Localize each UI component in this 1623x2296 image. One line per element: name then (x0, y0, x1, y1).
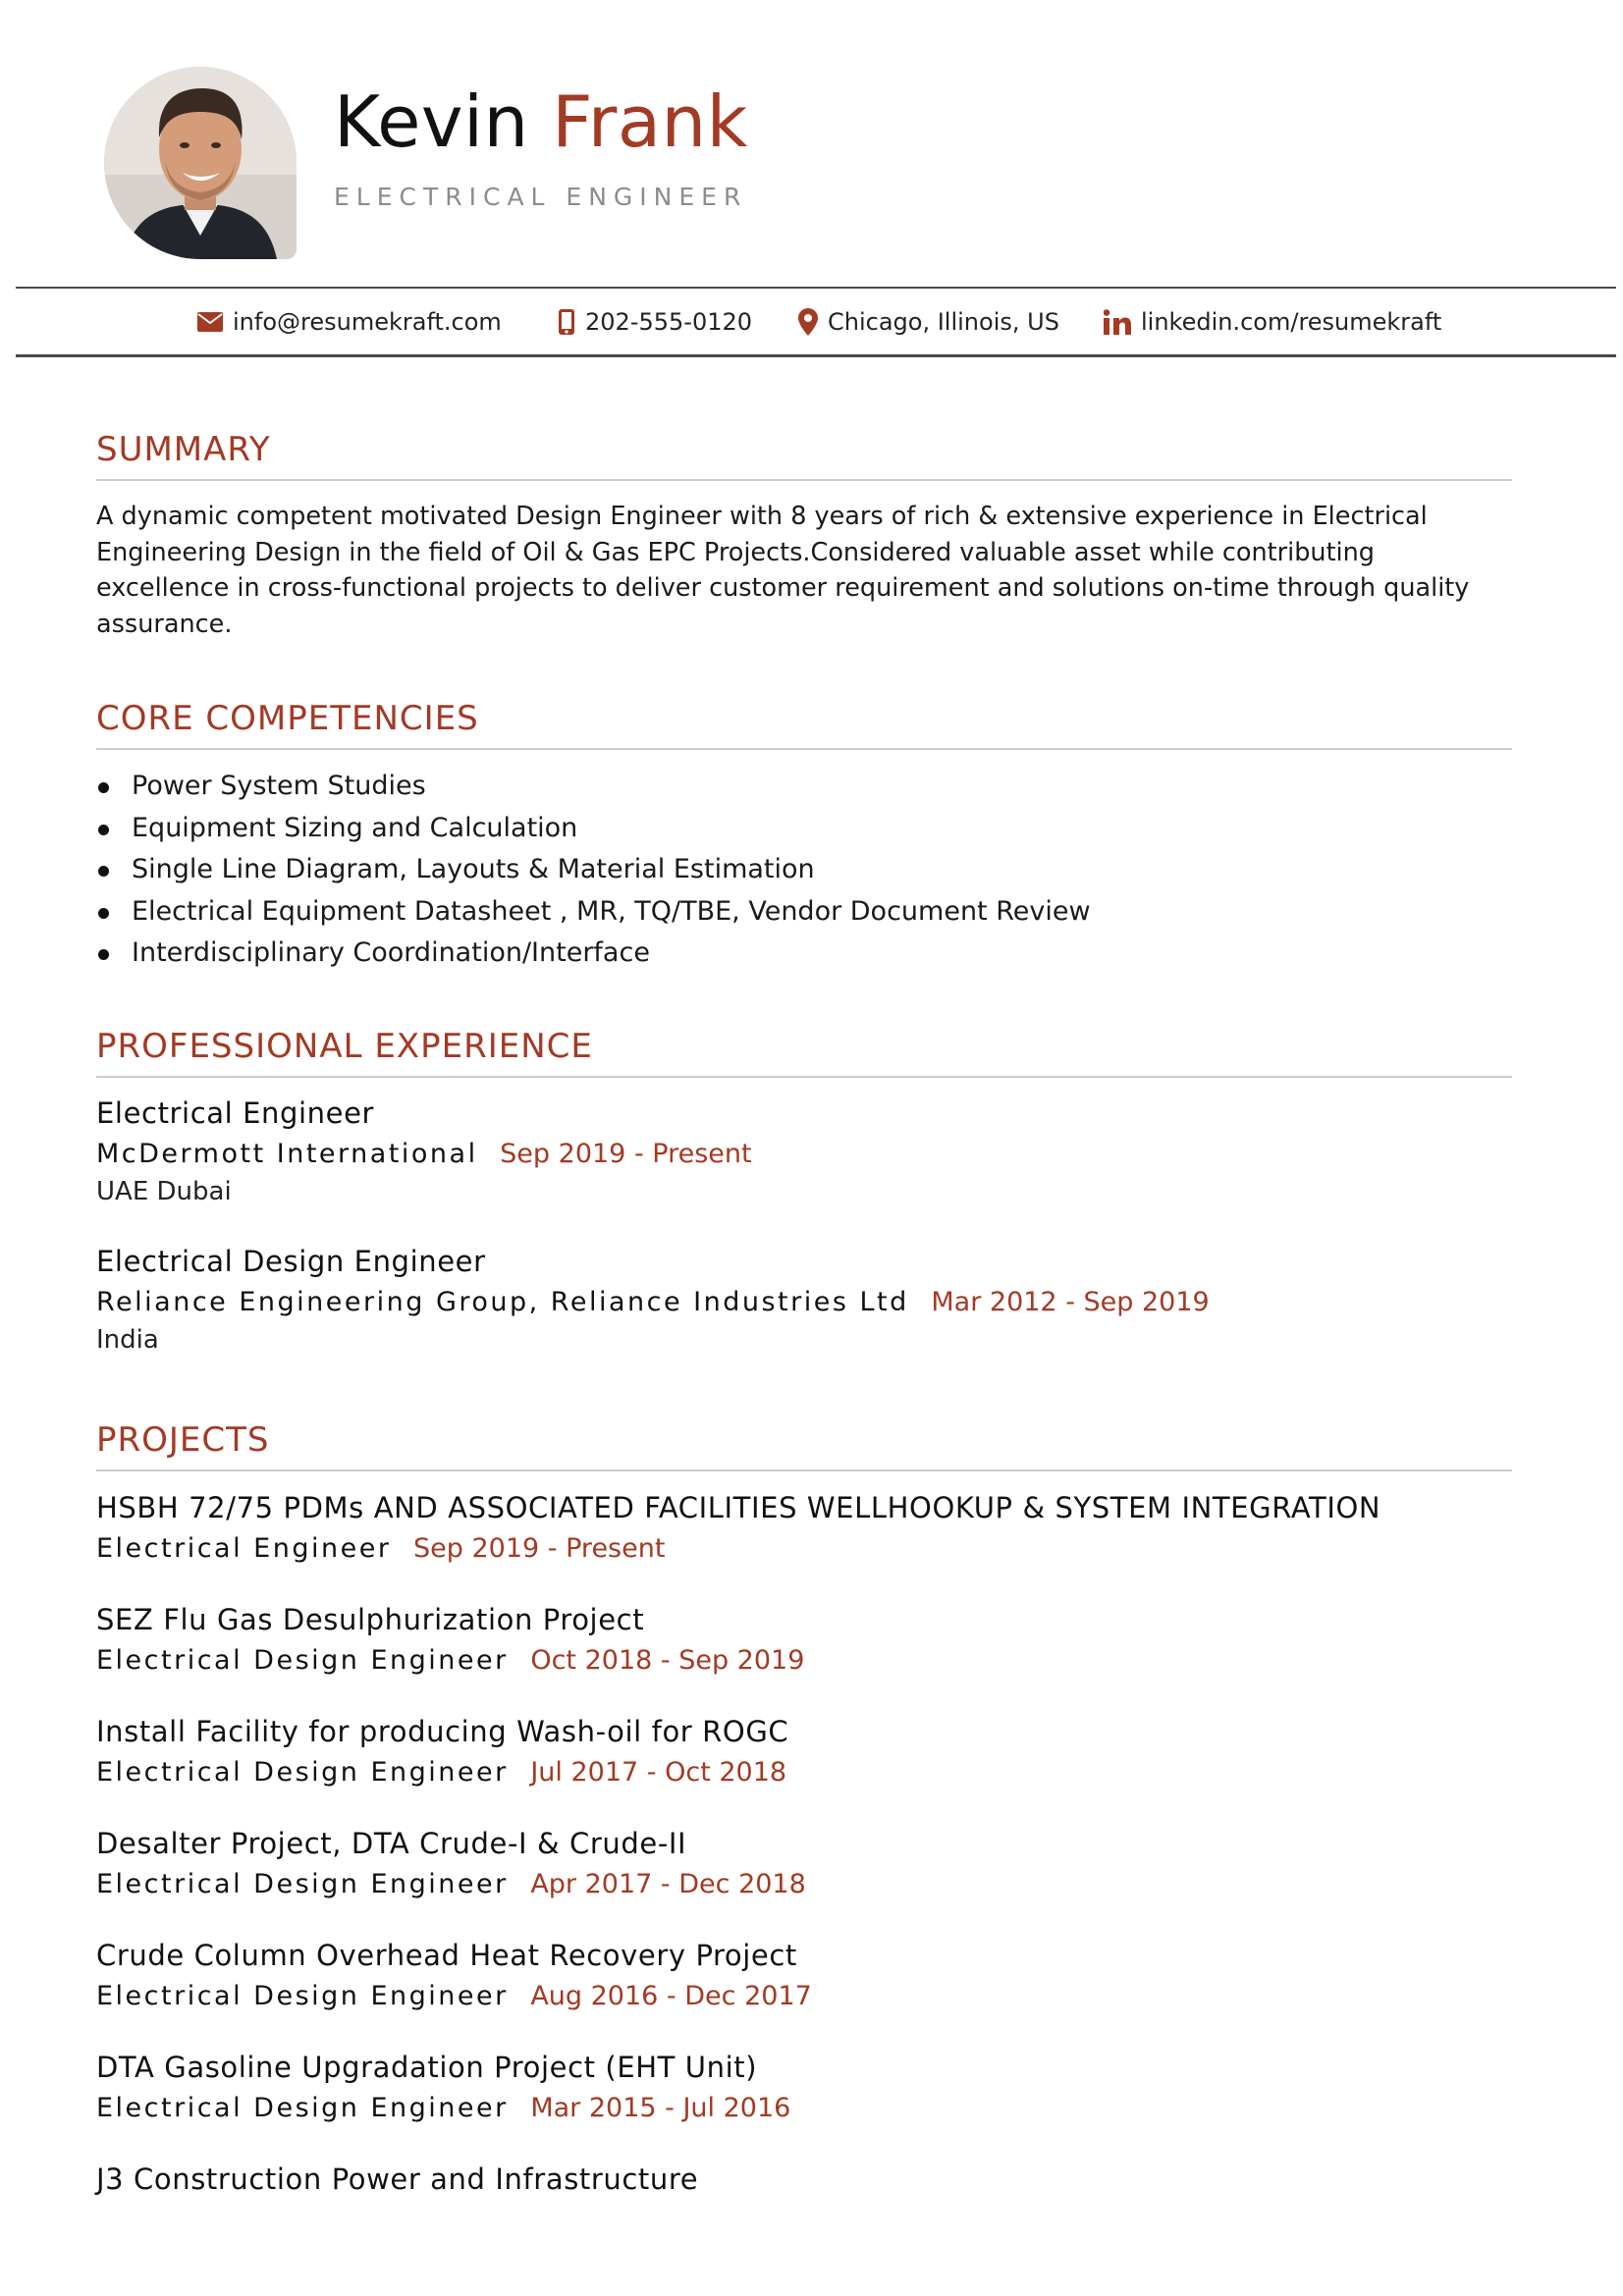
project-name: Crude Column Overhead Heat Recovery Project (96, 1939, 797, 1972)
project-name: Install Facility for producing Wash-oil for ROGC (96, 1715, 789, 1748)
project-role: Electrical Engineer (96, 1533, 392, 1564)
contact-bar (16, 287, 1616, 357)
project-name: DTA Gasoline Upgradation Project (EHT Unit) (96, 2051, 758, 2084)
competencies-list (96, 766, 1091, 975)
project-role: Electrical Design Engineer (96, 1981, 509, 2011)
list-item: Power System Studies (96, 766, 1091, 808)
job-dates: Sep 2019 - Present (500, 1139, 752, 1169)
phone-text: 202-555-0120 (585, 308, 753, 336)
job-company: Reliance Engineering Group, Reliance Industries Ltd (96, 1287, 909, 1317)
project-name: J3 Construction Power and Infrastructure (96, 2163, 699, 2196)
candidate-name (334, 80, 748, 163)
job-entry (96, 1095, 752, 1209)
competencies-divider (96, 748, 1512, 750)
project-dates: Sep 2019 - Present (413, 1533, 666, 1564)
contact-location (798, 308, 1059, 336)
project-dates: Jul 2017 - Oct 2018 (530, 1757, 787, 1788)
projects-heading: PROJECTS (96, 1420, 270, 1460)
project-dates: Oct 2018 - Sep 2019 (530, 1645, 805, 1676)
contact-email[interactable] (197, 308, 502, 336)
last-name: Frank (552, 80, 748, 163)
summary-divider (96, 479, 1512, 481)
job-title: Electrical Engineer (96, 1096, 375, 1130)
job-company: McDermott International (96, 1139, 478, 1169)
location-text: Chicago, Illinois, US (828, 308, 1059, 336)
first-name: Kevin (334, 80, 529, 163)
summary-text: A dynamic competent motivated Design Engineer with 8 years of rich & extensive experience in Electrical Engineering Design in the field of Oil & Gas EPC Projects.Considered valuable asset while contributing excellence in cross-functional projects to deliver customer requirement and solutions on-time through quality assurance. (96, 502, 1470, 639)
project-role: Electrical Design Engineer (96, 1757, 509, 1788)
project-entry (96, 1826, 806, 1904)
project-role: Electrical Design Engineer (96, 1869, 509, 1899)
project-entry (96, 1714, 788, 1792)
experience-heading: PROFESSIONAL EXPERIENCE (96, 1027, 593, 1066)
linkedin-text: linkedin.com/resumekraft (1141, 308, 1442, 336)
project-role: Electrical Design Engineer (96, 2093, 509, 2123)
envelope-icon (197, 312, 223, 332)
project-dates: Apr 2017 - Dec 2018 (530, 1869, 806, 1899)
project-name: SEZ Flu Gas Desulphurization Project (96, 1603, 645, 1636)
experience-divider (96, 1076, 1512, 1078)
job-location: UAE Dubai (96, 1177, 232, 1206)
job-title: Electrical Design Engineer (96, 1245, 486, 1278)
contact-linkedin[interactable] (1104, 308, 1441, 336)
job-role: ELECTRICAL ENGINEER (334, 183, 748, 211)
job-location: India (96, 1325, 159, 1355)
projects-divider (96, 1469, 1512, 1471)
list-item: Equipment Sizing and Calculation (96, 808, 1091, 850)
email-text: info@resumekraft.com (233, 308, 502, 336)
list-item: Interdisciplinary Coordination/Interface (96, 933, 1091, 975)
mobile-phone-icon (558, 308, 575, 336)
project-entry (96, 1938, 812, 2016)
list-item: Electrical Equipment Datasheet , MR, TQ/TBE, Vendor Document Review (96, 891, 1091, 934)
contact-phone[interactable] (558, 308, 752, 336)
list-item: Single Line Diagram, Layouts & Material Estimation (96, 849, 1091, 891)
map-pin-icon (798, 308, 818, 336)
project-entry (96, 2162, 698, 2197)
project-entry (96, 1602, 804, 1681)
project-entry (96, 1490, 1380, 1569)
project-entry (96, 2050, 790, 2128)
summary-heading: SUMMARY (96, 430, 271, 469)
project-dates: Mar 2015 - Jul 2016 (530, 2093, 791, 2123)
profile-photo (104, 67, 297, 259)
job-dates: Mar 2012 - Sep 2019 (931, 1287, 1210, 1317)
job-entry (96, 1244, 1210, 1358)
project-name: Desalter Project, DTA Crude-I & Crude-II (96, 1827, 687, 1860)
project-dates: Aug 2016 - Dec 2017 (530, 1981, 812, 2011)
competencies-heading: CORE COMPETENCIES (96, 699, 479, 738)
linkedin-icon (1104, 309, 1131, 335)
project-role: Electrical Design Engineer (96, 1645, 509, 1676)
project-name: HSBH 72/75 PDMs AND ASSOCIATED FACILITIES WELLHOOKUP & SYSTEM INTEGRATION (96, 1491, 1381, 1524)
